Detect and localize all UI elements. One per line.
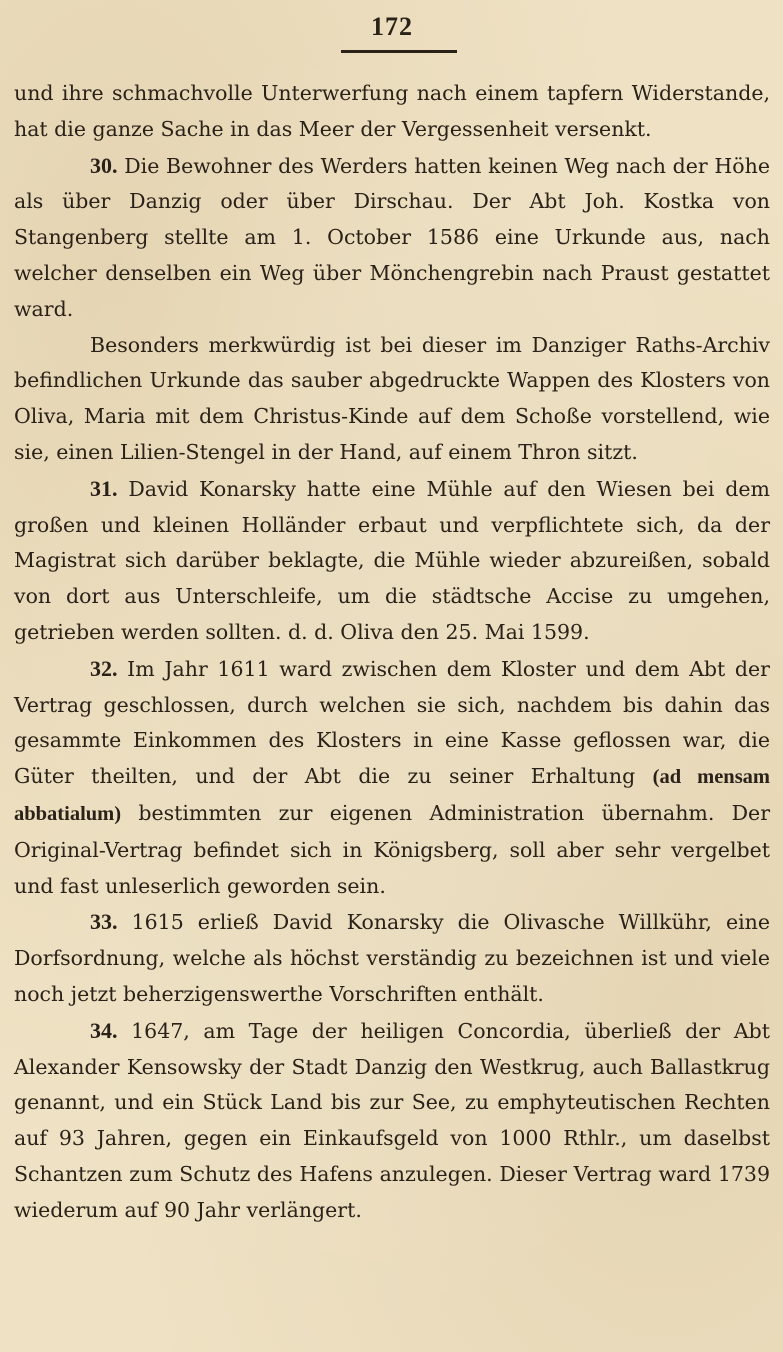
paragraph-text: bestimmten zur eigenen Administration übernahm. Der Original-Vertrag befindet sich in Königsberg, soll aber sehr vergelbet und fast unleserlich geworden sein.	[14, 800, 770, 898]
section-number: 31.	[90, 475, 118, 501]
paragraph-text: Die Bewohner des Werders hatten keinen Weg nach der Höhe als über Danzig oder über Dirschau. Der Abt Joh. Kostka von Stangenberg stellte am 1. October 1586 eine Urkunde aus, nach welcher denselben ein Weg über Mönchengrebin nach Praust gestattet ward.	[14, 153, 770, 321]
section-number: 32.	[90, 655, 118, 681]
paragraph-32	[14, 651, 770, 905]
paragraph-text: David Konarsky hatte eine Mühle auf den Wiesen bei dem großen und kleinen Holländer erbaut und verpflichtete sich, da der Magistrat sich darüber beklagte, die Mühle wieder abzureißen, sobald von dort aus Unterschleife, um die städtsche Accise zu umgehen, getrieben werden sollten. d. d. Oliva den 25. Mai 1599.	[14, 476, 770, 644]
header-rule	[341, 50, 457, 53]
paragraph-text: und ihre schmachvolle Unterwerfung nach einem tapfern Widerstande, hat die ganze Sache in das Meer der Vergessenheit versenkt.	[14, 81, 770, 141]
paragraph-30	[14, 148, 770, 328]
page-number: 172	[371, 12, 413, 41]
book-page	[14, 0, 770, 1352]
page-header	[14, 10, 770, 44]
paragraph-30-continued	[14, 328, 770, 471]
section-number: 30.	[90, 152, 118, 178]
paragraph-text: 1615 erließ David Konarsky die Olivasche Willkühr, eine Dorfsordnung, welche als höchst verständig zu bezeichnen ist und viele noch jetzt beherzigenswerthe Vorschriften enthält.	[14, 910, 770, 1006]
section-number: 34.	[90, 1017, 118, 1043]
section-number: 33.	[90, 909, 118, 935]
paragraph-text: Besonders merkwürdig ist bei dieser im Danziger Raths-Archiv befindlichen Urkunde das sauber abgedruckte Wappen des Klosters von Oliva, Maria mit dem Christus-Kinde auf dem Schoße vorstellend, wie sie, einen Lilien-Stengel in der Hand, auf einem Thron sitzt.	[14, 332, 770, 464]
paragraph-continuation	[14, 76, 770, 148]
latin-phrase: (ad mensam abbatialum)	[14, 766, 771, 825]
paragraph-text: 1647, am Tage der heiligen Concordia, überließ der Abt Alexander Kensowsky der Stadt Danzig den Westkrug, auch Ballastkrug genannt, und ein Stück Land bis zur See, zu emphyteutischen Rechten auf 93 Jahren, gegen ein Einkaufsgeld von 1000 Rthlr., um daselbst Schantzen zum Schutz des Hafens anzulegen. Dieser Vertrag ward 1739 wiederum auf 90 Jahr verlängert.	[14, 1018, 770, 1222]
paragraph-text: Im Jahr 1611 ward zwischen dem Kloster und dem Abt der Vertrag geschlossen, durch welchen sie sich, nachdem bis dahin das gesammte Einkommen des Klosters in eine Kasse geflossen war, die Güter theilten, und der Abt die zu seiner Erhaltung	[14, 656, 770, 789]
paragraph-33	[14, 904, 770, 1012]
body-text	[14, 76, 770, 1229]
paragraph-34	[14, 1013, 770, 1229]
paragraph-31	[14, 471, 770, 651]
